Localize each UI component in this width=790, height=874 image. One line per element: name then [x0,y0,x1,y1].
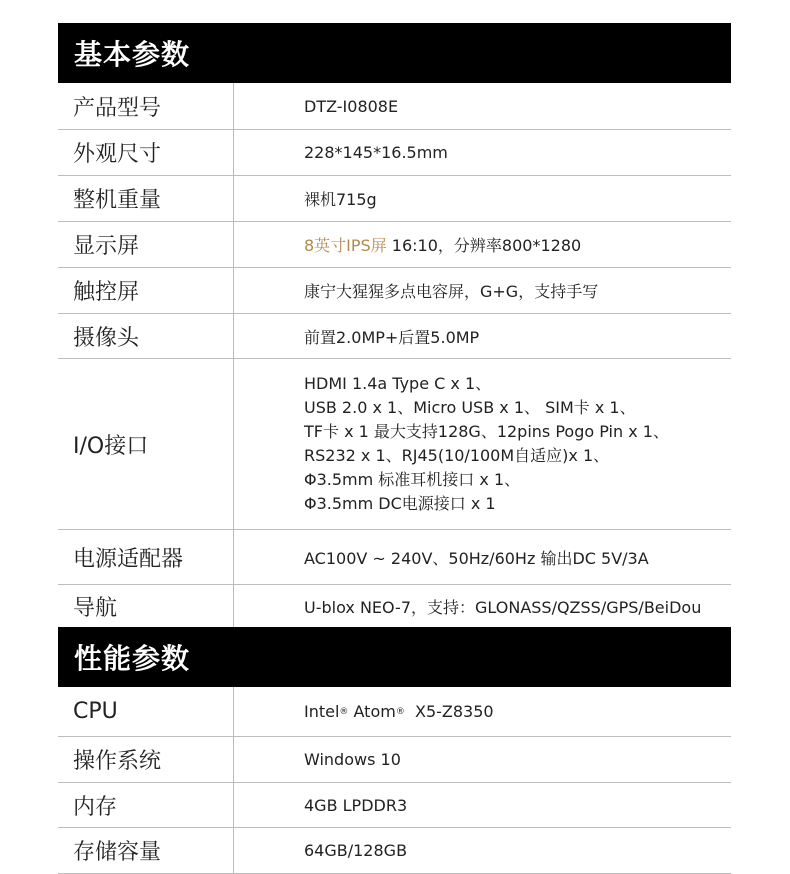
spec-row-io [58,359,731,530]
spec-label: I/O接口 [58,359,234,529]
spec-row-cpu [58,687,731,737]
spec-label: 电源适配器 [58,530,234,584]
spec-row-weight [58,176,731,222]
section-title: 基本参数 [74,38,191,71]
spec-row-navigation [58,585,731,627]
spec-row-touchscreen [58,268,731,314]
registered-mark: ® [339,706,349,717]
spec-label: 显示屏 [58,222,234,267]
cpu-family: Atom [348,702,396,721]
spec-label: CPU [58,687,234,736]
section-header-basic [58,23,731,83]
spec-label: 外观尺寸 [58,130,234,175]
spec-label: 导航 [58,585,234,627]
spec-row-dimensions [58,130,731,176]
io-line: Φ3.5mm 标准耳机接口 x 1、 [304,470,521,489]
io-line: TF卡 x 1 最大支持128G、12pins Pogo Pin x 1、 [304,422,669,441]
display-size-text: 8英寸IPS屏 [304,236,387,255]
section-header-performance [58,627,731,687]
spec-value: 4GB LPDDR3 [304,795,408,815]
io-line: HDMI 1.4a Type C x 1、 [304,374,492,393]
spec-label: 摄像头 [58,314,234,358]
spec-row-camera [58,314,731,359]
spec-row-power-adapter [58,530,731,585]
spec-value: 228*145*16.5mm [304,143,448,162]
spec-value: U-blox NEO-7，支持：GLONASS/QZSS/GPS/BeiDou [304,597,702,617]
spec-value: 裸机715g [304,190,377,209]
display-resolution-text: 16:10，分辨率800*1280 [386,236,582,255]
spec-value: Windows 10 [304,750,401,769]
io-line: RS232 x 1、RJ45(10/100M自适应)x 1、 [304,446,610,465]
spec-row-os [58,737,731,783]
spec-label: 触控屏 [58,268,234,313]
cpu-model: X5-Z8350 [404,702,494,721]
spec-label: 操作系统 [58,737,234,782]
io-line: USB 2.0 x 1、Micro USB x 1、 SIM卡 x 1、 [304,398,636,417]
spec-value: DTZ-I0808E [304,96,399,116]
io-line: Φ3.5mm DC电源接口 x 1 [304,494,496,513]
spec-label: 产品型号 [58,83,234,129]
spec-row-model [58,83,731,130]
spec-sheet [58,23,731,874]
spec-value: 64GB/128GB [304,841,408,860]
spec-value: 前置2.0MP+后置5.0MP [304,327,480,347]
cpu-brand: Intel [304,702,340,721]
spec-row-memory [58,783,731,828]
spec-value [234,222,731,267]
spec-value: AC100V ~ 240V、50Hz/60Hz 输出DC 5V/3A [304,548,649,568]
spec-row-display [58,222,731,268]
spec-label: 整机重量 [58,176,234,221]
spec-value: 康宁大猩猩多点电容屏，G+G，支持手写 [304,282,599,301]
registered-mark: ® [395,706,405,717]
spec-row-storage [58,828,731,874]
section-title: 性能参数 [74,642,191,675]
spec-label: 存储容量 [58,828,234,873]
spec-label: 内存 [58,783,234,827]
spec-value [234,687,731,736]
spec-value [234,359,731,529]
